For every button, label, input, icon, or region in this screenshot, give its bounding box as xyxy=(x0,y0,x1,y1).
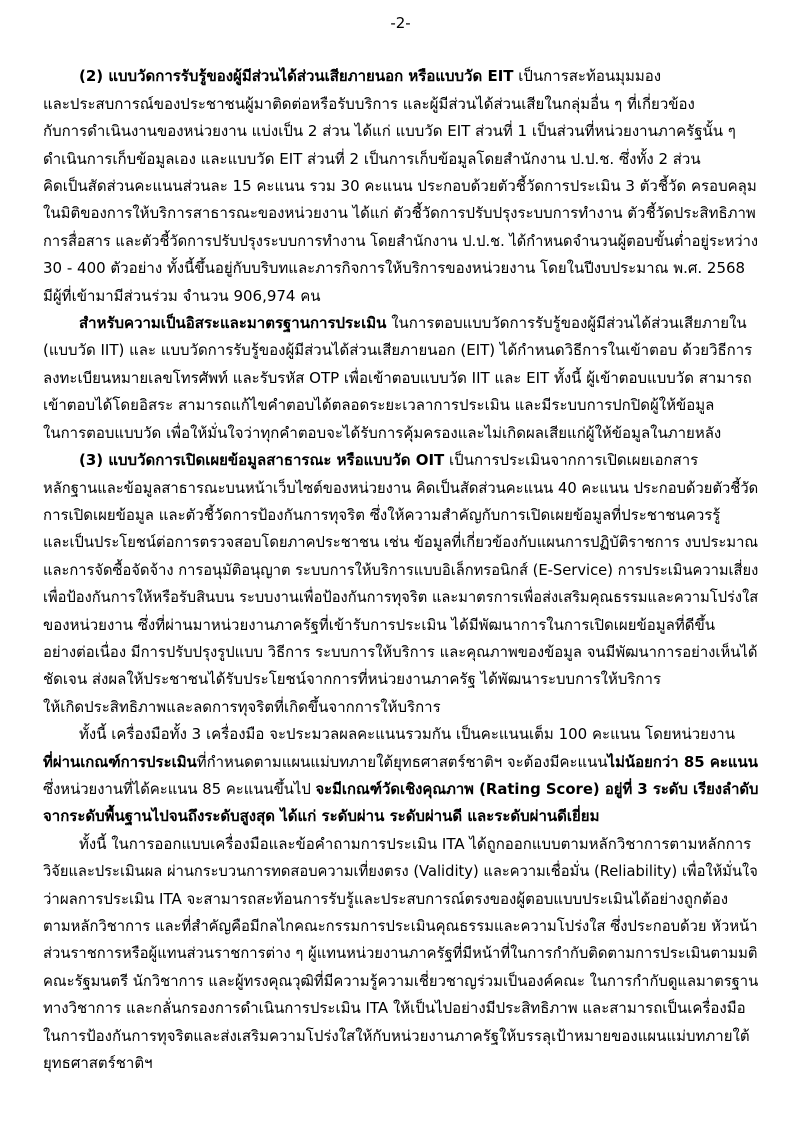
text-line xyxy=(43,858,758,885)
bold-text: จากระดับพื้นฐานไปจนถึงระดับสูงสุด ได้แก่ ระดับผ่าน ระดับผ่านดี และระดับผ่านดีเยี่ยม xyxy=(43,807,600,826)
paragraph xyxy=(43,310,758,447)
bold-text: จะมีเกณฑ์วัดเชิงคุณภาพ (Rating Score) อยู่ที่ 3 ระดับ เรียงลำดับ xyxy=(315,779,758,798)
text: หลักฐานและข้อมูลสาธารณะบนหน้าเว็บไซต์ของหน่วยงาน คิดเป็นสัดส่วนคะแนน 40 คะแนน ประกอบด้วยตัวชี้วัด xyxy=(43,478,758,497)
bold-text: (3) แบบวัดการเปิดเผยข้อมูลสาธารณะ หรือแบบวัด OIT xyxy=(79,451,445,470)
text-line xyxy=(43,475,758,502)
text-line xyxy=(43,173,758,200)
text-line xyxy=(43,831,758,858)
text-line xyxy=(43,940,758,967)
text: ลงทะเบียนหมายเลขโทรศัพท์ และรับรหัส OTP เพื่อเข้าตอบแบบวัด IIT และ EIT ทั้งนี้ ผู้เข้าตอบแบบวัด สามารถ xyxy=(43,368,752,387)
text: คิดเป็นสัดส่วนคะแนนส่วนละ 15 คะแนน รวม 30 คะแนน ประกอบด้วยตัวชี้วัดการประเมิน 3 ตัวชี้วัด ครอบคลุม xyxy=(43,177,757,196)
bold-text: (2) แบบวัดการรับรู้ของผู้มีส่วนได้ส่วนเสียภายนอก หรือแบบวัด EIT xyxy=(79,67,514,86)
text: (แบบวัด IIT) และ แบบวัดการรับรู้ของผู้มีส่วนได้ส่วนเสียภายนอก (EIT) ได้กำหนดวิธีการในเข้าตอบ ด้วยวิธีการ xyxy=(43,341,753,360)
text-line xyxy=(43,694,758,721)
text: ทั้งนี้ เครื่องมือทั้ง 3 เครื่องมือ จะประมวลผลคะแนนรวมกัน เป็นคะแนนเต็ม 100 คะแนน โดยหน่วยงาน xyxy=(79,725,735,744)
text: ของหน่วยงาน ซึ่งที่ผ่านมาหน่วยงานภาครัฐที่เข้ารับการประเมิน ได้มีพัฒนาการในการเปิดเผยข้อมูลที่ดีขึ้น xyxy=(43,615,715,634)
text-line xyxy=(43,63,758,90)
text-line xyxy=(43,886,758,913)
text-line xyxy=(43,502,758,529)
text: ทั้งนี้ ในการออกแบบเครื่องมือและข้อคำถามการประเมิน ITA ได้ถูกออกแบบตามหลักวิชาการตามหลักการ xyxy=(79,834,752,853)
text-line xyxy=(43,803,758,830)
text: 30 - 400 ตัวอย่าง ทั้งนี้ขึ้นอยู่กับบริบทและภารกิจการให้บริการของหน่วยงาน โดยในปีงบประมาณ พ.ศ. 2568 xyxy=(43,259,746,278)
text: เข้าตอบได้โดยอิสระ สามารถแก้ไขคำตอบได้ตลอดระยะเวลาการประเมิน และมีระบบการปกปิดผู้ให้ข้อมูล xyxy=(43,396,715,415)
text: ว่าผลการประเมิน ITA จะสามารถสะท้อนการรับรู้และประสบการณ์ตรงของผู้ตอบแบบประเมินได้อย่างถูกต้อง xyxy=(43,889,729,908)
text-line xyxy=(43,557,758,584)
text: เป็นการสะท้อนมุมมอง xyxy=(513,67,662,86)
text: กับการดำเนินงานของหน่วยงาน แบ่งเป็น 2 ส่วน ได้แก่ แบบวัด EIT ส่วนที่ 1 เป็นส่วนที่หน่วยงานภาครัฐนั้น ๆ xyxy=(43,122,736,141)
bold-text: ที่ผ่านเกณฑ์การประเมิน xyxy=(43,752,197,771)
text: อย่างต่อเนื่อง มีการปรับปรุงรูปแบบ วิธีการ ระบบการให้บริการ และคุณภาพของข้อมูล จนมีพัฒนาการอย่างเห็นได้ xyxy=(43,642,758,661)
text-line xyxy=(43,639,758,666)
text-line xyxy=(43,1023,758,1050)
text: มีผู้ที่เข้ามามีส่วนร่วม จำนวน 906,974 คน xyxy=(43,286,321,305)
text: ทางวิชาการ และกลั่นกรองการดำเนินการประเมิน ITA ให้เป็นไปอย่างมีประสิทธิภาพ และสามารถเป็นเครื่องมือ xyxy=(43,999,746,1018)
page-number: -2- xyxy=(390,14,411,32)
paragraph xyxy=(43,447,758,721)
text: เป็นการประเมินจากการเปิดเผยเอกสาร xyxy=(444,451,699,470)
text-line xyxy=(43,91,758,118)
text-line xyxy=(43,968,758,995)
text: ในการตอบแบบวัดการรับรู้ของผู้มีส่วนได้ส่วนเสียภายใน xyxy=(386,314,747,333)
text-line xyxy=(43,310,758,337)
text-line xyxy=(43,913,758,940)
bold-text: ไม่น้อยกว่า 85 คะแนน xyxy=(607,752,758,771)
text-line xyxy=(43,721,758,748)
paragraph xyxy=(43,721,758,831)
text: ในการตอบแบบวัด เพื่อให้มั่นใจว่าทุกคำตอบจะได้รับการคุ้มครองและไม่เกิดผลเสียแก่ผู้ให้ข้อมูลในภายหลัง xyxy=(43,423,722,442)
text-line xyxy=(43,228,758,255)
text-line xyxy=(43,584,758,611)
text-line xyxy=(43,447,758,474)
bold-text: สำหรับความเป็นอิสระและมาตรฐานการประเมิน xyxy=(79,314,387,333)
text: ให้เกิดประสิทธิภาพและลดการทุจริตที่เกิดขึ้นจากการให้บริการ xyxy=(43,697,441,716)
text: ในการป้องกันการทุจริตและส่งเสริมความโปร่งใสให้กับหน่วยงานภาครัฐให้บรรลุเป้าหมายของแผนแม่บทภายใต้ xyxy=(43,1026,750,1045)
text-line xyxy=(43,146,758,173)
text-line xyxy=(43,995,758,1022)
text: และการจัดซื้อจัดจ้าง การอนุมัติอนุญาต ระบบการให้บริการแบบอิเล็กทรอนิกส์ (E-Service) การประเมินความเสี่ยง xyxy=(43,560,758,579)
document-body xyxy=(43,63,758,1077)
text-line xyxy=(43,420,758,447)
paragraph xyxy=(43,63,758,310)
text: ตามหลักวิชาการ และที่สำคัญคือมีกลไกคณะกรรมการประเมินคุณธรรมและความโปร่งใส ซึ่งประกอบด้วย หัวหน้า xyxy=(43,917,758,935)
text: และเป็นประโยชน์ต่อการตรวจสอบโดยภาคประชาชน เช่น ข้อมูลที่เกี่ยวข้องกับแผนการปฏิบัติราชการ งบประมาณ xyxy=(43,533,758,552)
text-line xyxy=(43,255,758,282)
text-line xyxy=(43,337,758,364)
text-line xyxy=(43,200,758,227)
paragraph xyxy=(43,831,758,1078)
text: การสื่อสาร และตัวชี้วัดการปรับปรุงระบบการทำงาน โดยสำนักงาน ป.ป.ช. ได้กำหนดจำนวนผู้ตอบขั้นต่ำอยู่ระหว่าง xyxy=(43,231,758,250)
text: วิจัยและประเมินผล ผ่านกระบวนการทดสอบความเที่ยงตรง (Validity) และความเชื่อมั่น (Reliability) เพื่อให้มั่นใจ xyxy=(43,862,758,881)
text-line xyxy=(43,283,758,310)
text: ซึ่งหน่วยงานที่ได้คะแนน 85 คะแนนขึ้นไป xyxy=(43,779,316,798)
text-line xyxy=(43,612,758,639)
text: ในมิติของการให้บริการสาธารณะของหน่วยงาน ได้แก่ ตัวชี้วัดการปรับปรุงระบบการทำงาน ตัวชี้วัดประสิทธิภาพ xyxy=(43,204,756,223)
text-line xyxy=(43,776,758,803)
text-line xyxy=(43,392,758,419)
text: ส่วนราชการหรือผู้แทนส่วนราชการต่าง ๆ ผู้แทนหน่วยงานภาครัฐที่มีหน้าที่ในการกำกับติดตามการประเมินตามมติ xyxy=(43,944,758,963)
text-line xyxy=(43,118,758,145)
text: ยุทธศาสตร์ชาติฯ xyxy=(43,1054,153,1073)
text-line xyxy=(43,365,758,392)
text-line xyxy=(43,1050,758,1077)
text: ดำเนินการเก็บข้อมูลเอง และแบบวัด EIT ส่วนที่ 2 เป็นการเก็บข้อมูลโดยสำนักงาน ป.ป.ช. ซึ่งทั้ง 2 ส่วน xyxy=(43,149,701,168)
text: ชัดเจน ส่งผลให้ประชาชนได้รับประโยชน์จากการที่หน่วยงานภาครัฐ ได้พัฒนาระบบการให้บริการ xyxy=(43,670,661,689)
text: และประสบการณ์ของประชาชนผู้มาติดต่อหรือรับบริการ และผู้มีส่วนได้ส่วนเสียในกลุ่มอื่น ๆ ที่เกี่ยวข้อง xyxy=(43,94,695,113)
text: การเปิดเผยข้อมูล และตัวชี้วัดการป้องกันการทุจริต ซึ่งให้ความสำคัญกับการเปิดเผยข้อมูลที่ประชาชนควรรู้ xyxy=(43,505,721,524)
text-line xyxy=(43,666,758,693)
text: เพื่อป้องกันการให้หรือรับสินบน ระบบงานเพื่อป้องกันการทุจริต และมาตรการเพื่อส่งเสริมคุณธรรมและความโปร่งใส xyxy=(43,588,758,607)
text: คณะรัฐมนตรี นักวิชาการ และผู้ทรงคุณวุฒิที่มีความรู้ความเชี่ยวชาญร่วมเป็นองค์คณะ ในการกำกับดูแลมาตรฐาน xyxy=(43,971,758,990)
text-line xyxy=(43,749,758,776)
text: ที่กำหนดตามแผนแม่บทภายใต้ยุทธศาสตร์ชาติฯ จะต้องมีคะแนน xyxy=(196,752,608,771)
text-line xyxy=(43,529,758,556)
